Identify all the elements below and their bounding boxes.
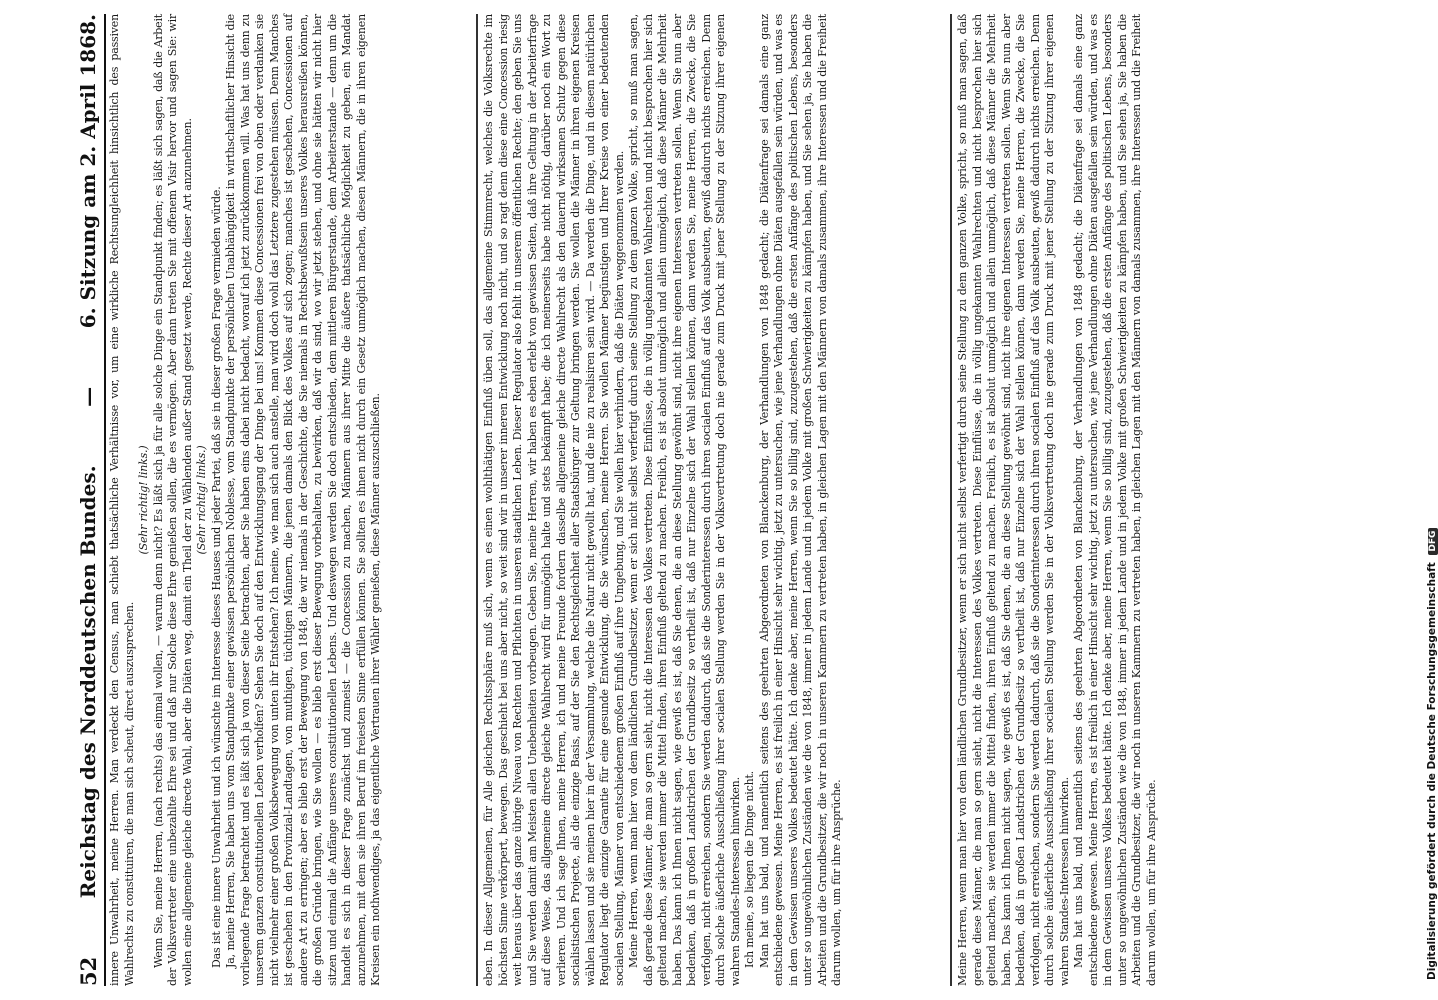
credit-text: Digitalisierung gefördert durch die Deutsche Forschungsgemeinschaft <box>1426 562 1438 980</box>
page-number: 52 <box>75 956 101 986</box>
middle-para-1: eben. In dieser Allgemeinen, für Alle gleichen Rechtssphäre muß sich, wenn es einen wohlthätigen Einfluß üben soll, das allgemeine Stimmrecht, welches die Volksrechte im höchsten Sinne verkörpert, bewegen. Das geschieht bei uns aber nicht, so weit sind wir in unserer inneren Entwicklung noch nicht, und so ragt denn diese eine Concession riesig weit heraus über das ganze übrige Niveau von Rechten und Pflichten in unseren staatlichen Leben. Dieser Regulator also fehlt in unserem öffentlichen Rechte; den geben Sie uns und Sie werden damit am Meisten allen Unebenheiten vorbeugen. Geben Sie, meine Herren, wir haben es eben erlebt von gewissen Seiten, daß ihre Geltung in der Arbeiterfrage auf diese Weise, das allgemeine directe gleiche Wahlrecht wird für unmöglich halte und stets bekämpft habe; die ich meinerseits habe nicht nöthig, darüber noch ein Wort zu verlieren. Und ich sage Ihnen, meine Herren, ich und meine Freunde fordern dasselbe allgemeine gleiche directe Wahlrecht als den dauernd wirksamen Schutz gegen diese socialistischen Projecte, als die einzige Basis, auf der Sie den Rechtsgleichheit aller Staatsbürger zur Geltung bringen werden. Sie wollen die Männer in ihren eigenen Kreisen wählen lassen und sie meinen hier in der Versammlung, welche die Natur nicht gewollt hat, und die nie zu realisiren sein wird. — Da werden die Dinge, und in diesem natürlichen Regulator liegt die einzige Garantie für eine gesunde Entwicklung, die Sie wünschen, meine Herren. Sie wollen Männer begünstigen und Ihrer Kreise von einer bedeutenden socialen Stellung, Männer von entschiedenem großen Einfluß auf ihre Umgebung, und Sie wollen hier verhindern, daß die Diäten weggenommen werden. <box>482 14 626 986</box>
header-right-title: 6. Sitzung am 2. April 1868. <box>76 14 100 329</box>
header-left-title: Reichstag des Norddeutschen Bundes. <box>76 465 100 899</box>
column-left <box>108 14 470 986</box>
right-para-1: Meine Herren, wenn man hier von dem ländlichen Grundbesitzer, wenn er sich nicht selbst verfertigt durch seine Stellung zu dem ganzen Volke, spricht, so muß man sagen, daß gerade diese Männer, die man so gern sieht, nicht die Interessen des Volkes vertreten. Diese Einflüsse, die in völlig ungekannten Wahlrechten und nicht besprochen hier sich geltend machen, sie werden immer die Mittel finden, ihren Einfluß geltend zu machen. Freilich, es ist absolut unmöglich und allein unmöglich, daß diese Männer die Mehrheit haben. Das kann ich Ihnen nicht sagen, wie gewiß es ist, daß Sie denen, die an diese Stellung gewöhnt sind, nicht ihre eigenen Interessen vertreten sollen. Wenn Sie nun aber bedenken, daß in großen Landstrichen der Grundbesitz so vertheilt ist, daß nur Einzelne sich der Wahl stellen können, dann werden Sie, meine Herren, die Zwecke, die Sie verfolgen, nicht erreichen, sondern Sie werden dadurch, daß sie die Sonderinteressen durch ihren socialen Einfluß auf das Volk ausbeuten, gewiß dadurch nichts erreichen. Denn durch solche äußerliche Ausschließung ihrer socialen Stellung werden Sie in der Volksvertretung doch nie gerade zum Druck mit jener Stellung zu der Sitzung ihrer eigenen wahren Standes-Interessen hinwirken. <box>956 14 1071 986</box>
left-note-2: (Sehr richtig! links.) <box>195 445 208 555</box>
left-note-1: (Sehr richtig! links.) <box>137 445 150 555</box>
right-para-2: Man hat uns bald, und namentlich seitens des geehrten Abgeordneten von Blanckenburg, der Verhandlungen von 1848 gedacht; die Diätenfrage sei damals eine ganz entschiedene gewesen. Meine Herren, es ist freilich in einer Hinsicht sehr wichtig, jetzt zu untersuchen, wie jene Verhandlungen ohne Diäten ausgefallen sein würden, und was es in dem Gewissen unseres Volkes bedeutet hätte. Ich denke aber, meine Herren, wenn Sie so billig sind, zuzugestehen, daß die ersten Anfänge des politischen Lebens, besonders unter so ungewöhnlichen Zuständen wie die von 1848, immer in jedem Lande und in jedem Volke mit großen Schwierigkeiten zu kämpfen haben, und Sie sehen ja, Sie haben die Arbeiten und die Grundbesitzer, die wir noch in unseren Kammern zu vertreten haben, in gleichen Lagen mit den Männern von damals zusammen, ihre Interessen und die Freiheit darum wollen, um für ihre Ansprüche. <box>1072 14 1158 986</box>
middle-para-2: Meine Herren, wenn man hier von dem ländlichen Grundbesitzer, wenn er sich nicht selbst verfertigt durch seine Stellung zu dem ganzen Volke, spricht, so muß man sagen, daß gerade diese Männer, die man so gern sieht, nicht die Interessen des Volkes vertreten. Diese Einflüsse, die in völlig ungekannten Wahlrechten und nicht besprochen hier sich geltend machen, sie werden immer die Mittel finden, ihren Einfluß geltend zu machen. Freilich, es ist absolut unmöglich und allein unmöglich, daß diese Männer die Mehrheit haben. Das kann ich Ihnen nicht sagen, wie gewiß es ist, daß Sie denen, die an diese Stellung gewöhnt sind, nicht ihre eigenen Interessen vertreten sollen. Wenn Sie nun aber bedenken, daß in großen Landstrichen der Grundbesitz so vertheilt ist, daß nur Einzelne sich der Wahl stellen können, dann werden Sie, meine Herren, die Zwecke, die Sie verfolgen, nicht erreichen, sondern Sie werden dadurch, daß sie die Sonderinteressen durch ihren socialen Einfluß auf das Volk ausbeuten, gewiß dadurch nichts erreichen. Denn durch solche äußerliche Ausschließung ihrer socialen Stellung werden Sie in der Volksvertretung doch nie gerade zum Druck mit jener Stellung zu der Sitzung ihrer eigenen wahren Standes-Interessen hinwirken. <box>627 14 742 986</box>
middle-para-4: Man hat uns bald, und namentlich seitens des geehrten Abgeordneten von Blanckenburg, der Verhandlungen von 1848 gedacht; die Diätenfrage sei damals eine ganz entschiedene gewesen. Meine Herren, es ist freilich in einer Hinsicht sehr wichtig, jetzt zu untersuchen, wie jene Verhandlungen ohne Diäten ausgefallen sein würden, und was es in dem Gewissen unseres Volkes bedeutet hätte. Ich denke aber, meine Herren, wenn Sie so billig sind, zuzugestehen, daß die ersten Anfänge des politischen Lebens, besonders unter so ungewöhnlichen Zuständen wie die von 1848, immer in jedem Lande und in jedem Volke mit großen Schwierigkeiten zu kämpfen haben, und Sie sehen ja, Sie haben die Arbeiten und die Grundbesitzer, die wir noch in unseren Kammern zu vertreten haben, in gleichen Lagen mit den Männern von damals zusammen, ihre Interessen und die Freiheit darum wollen, um für ihre Ansprüche. <box>757 14 843 986</box>
middle-para-3: Ich meine, so liegen die Dinge nicht. <box>743 771 756 968</box>
dfg-logo: DFG <box>1428 528 1438 555</box>
header-dash: — <box>76 386 100 407</box>
left-para-1: innere Unwahrheit, meine Herren. Man verdeckt den Census, man schiebt thatsächliche Verhältnisse vor, um eine wirkliche Rechtsungleichheit hinsichtlich des passiven Wahlrechts zu constituiren, die man sich scheut, direct auszusprechen. <box>108 14 136 986</box>
column-right <box>956 14 1396 986</box>
left-para-3: Das ist eine innere Unwahrheit und ich wünschte im Interesse dieses Hauses und jeder Partei, daß sie in dieser großen Frage vermieden würde. <box>209 186 223 968</box>
column-divider-right <box>950 14 952 986</box>
column-divider <box>476 14 478 986</box>
column-middle <box>482 14 944 986</box>
digitization-credit <box>1408 20 1438 980</box>
left-para-4: Ja, meine Herren, Sie haben uns vom Standpunkte einer gewissen persönlichen Noblesse, vom Standpunkte der persönlichen Unabhängigkeit in wirthschaftlicher Hinsicht die vorliegende Frage betrachtet und es läßt sich ja von dieser Seite betrachten, aber Sie haben eins dabei nicht bedacht, worauf ich jetzt zurückkommen will. Was hat uns denn zu unserem ganzen constitutionellen Leben verholfen? Sehen Sie doch auf den Entwicklungsgang der Dinge bei uns! Kommen diese Concessionen frei von oben oder verdanken sie nicht vielmehr einer großen Volksbewegung von unten ihr Entstehen? Ich meine, wie man sich auch anstelle, man wird doch wohl das Letztere zugestehen müssen. Denn Manches ist geschehen in den Provinzial-Landtagen, von muthigen, tüchtigen Männern, die jenen damals den Blick des Volkes auf sich zogen; manches ist geschehen, Concessionen auf andere Art zu erringen; aber es blieb erst der Bewegung von 1848, die wir niemals in der Geschichte, die Sie niemals in Rechtsbewußtsein unseres Volkes herausreißen können, die großen Gründe bringen, wie Sie wollen — es blieb erst dieser Bewegung vorbehalten, zu bewirken, daß wir da sind, wo wir jetzt stehen, und ohne sie hätten wir nicht hier sitzen und einmal die Anfänge unseres constitutionellen Lebens. Und deswegen werden Sie doch entschieden, dem mittleren Bürgerstande, dem Arbeiterstande — denn um die handelt es sich in dieser Frage zunächst und zumeist — die Concession zu machen, Männern aus ihrer Mitte die äußere thatsächliche Möglichkeit zu geben, ein Mandat anzunehmen, mit dem sie ihren Beruf im freiesten Sinne erfüllen können. Sie sollten es ihnen nicht durch ein Gesetz unmöglich machen, diesen Männern, die in ihren eigenen Kreisen ein nothwendiges, ja das eigentliche Vertrauen ihrer Wähler genießen, diese Männer auszuschließen. <box>224 14 382 986</box>
left-para-2: Wenn Sie, meine Herren, (nach rechts) das einmal wollen, — warum denn nicht? Es läßt sich ja für alle solche Dinge ein Standpunkt finden; es läßt sich sagen, daß die Arbeit der Volksvertreter eine unbezahlte Ehre sei und daß nur Solche diese Ehre genießen sollen, die es vermögen. Aber dann treten Sie mit offenem Visir hervor und sagen Sie: wir wollen eine allgemeine gleiche directe Wahl, aber die Diäten weg, damit ein Theil der zu Wählenden außer Stand gesetzt werde, Rechte dieser Art anzunehmen. <box>151 14 194 986</box>
header-rule <box>104 14 106 986</box>
